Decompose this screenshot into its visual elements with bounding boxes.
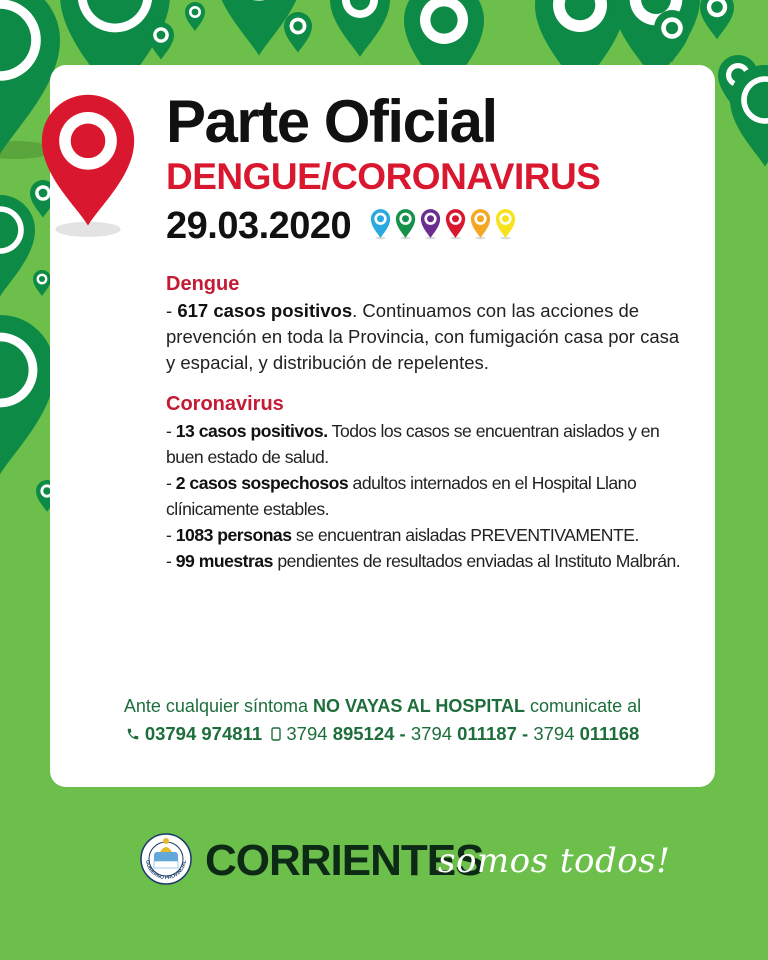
bullet: -: [166, 421, 176, 441]
report-content: [166, 270, 686, 574]
mobile-icon: [271, 727, 281, 741]
list-item-highlight: 13 casos positivos.: [175, 421, 328, 441]
mini-pin-icon: [445, 208, 466, 240]
phone-number-4[interactable]: 3794 011168: [533, 723, 640, 744]
list-item-text: adultos internados en el Hospital Llano clínicamente estables.: [166, 473, 637, 519]
bullet: -: [166, 473, 176, 493]
phone-number-2[interactable]: 3794 895124: [286, 723, 395, 744]
coronavirus-heading: Coronavirus: [166, 393, 284, 415]
mini-pin-icon: [495, 208, 516, 240]
mini-pin-icon: [395, 208, 416, 240]
phone-number-main[interactable]: 03794 974811: [144, 723, 263, 744]
warning-text: NO VAYAS AL HOSPITAL: [313, 696, 526, 716]
phone-icon: [126, 727, 140, 741]
brand-name: CORRIENTES: [205, 836, 484, 885]
contact-message: Ante cualquier síntoma NO VAYAS AL HOSPITAL comunicate al: [123, 696, 642, 716]
location-pin-icon: [34, 87, 142, 237]
gobierno-provincial-seal-icon: [140, 828, 192, 890]
list-item-highlight: 99 muestras: [175, 551, 273, 571]
list-item-text: se encuentran aisladas PREVENTIVAMENTE.: [291, 525, 639, 545]
colored-pins-row: [370, 208, 516, 244]
contact-info: [50, 693, 715, 747]
page-title: Parte Oficial: [166, 88, 497, 155]
dengue-text: [166, 298, 686, 376]
dengue-heading: Dengue: [166, 273, 240, 295]
mini-pin-icon: [370, 208, 391, 240]
list-item: [166, 548, 686, 574]
phone-number-3[interactable]: 3794 011187: [410, 723, 517, 744]
list-item-text: Todos los casos se encuentran aislados y en buen estado de salud.: [166, 421, 660, 467]
announcement-card: [50, 65, 715, 787]
report-date: 29.03.2020: [166, 205, 352, 247]
list-item-text: pendientes de resultados enviadas al Instituto Malbrán.: [272, 551, 681, 571]
mini-pin-icon: [420, 208, 441, 240]
dengue-description: . Continuamos con las acciones de prevención en toda la Provincia, con fumigación casa por casa y espacial, y distribución de repelentes.: [166, 300, 680, 373]
footer: [0, 825, 768, 895]
svg-text:GOBIERNO PROVINCIAL: GOBIERNO PROVINCIAL: [143, 859, 188, 882]
mini-pin-icon: [470, 208, 491, 240]
list-item-highlight: 2 casos sospechosos: [175, 473, 349, 493]
list-item: [166, 418, 686, 470]
page-subtitle: DENGUE/CORONAVIRUS: [166, 156, 601, 197]
phone-list: 03794 974811 3794 895124 - 3794 011187 - 3794 011168: [50, 720, 715, 747]
bullet: -: [166, 300, 178, 321]
brand-slogan: somos todos!: [438, 841, 671, 881]
bullet: -: [166, 551, 176, 571]
dengue-cases: 617 casos positivos: [177, 300, 353, 321]
list-item-highlight: 1083 personas: [175, 525, 292, 545]
coronavirus-list: [166, 418, 686, 574]
bullet: -: [166, 525, 176, 545]
list-item: [166, 522, 686, 548]
list-item: [166, 470, 686, 522]
